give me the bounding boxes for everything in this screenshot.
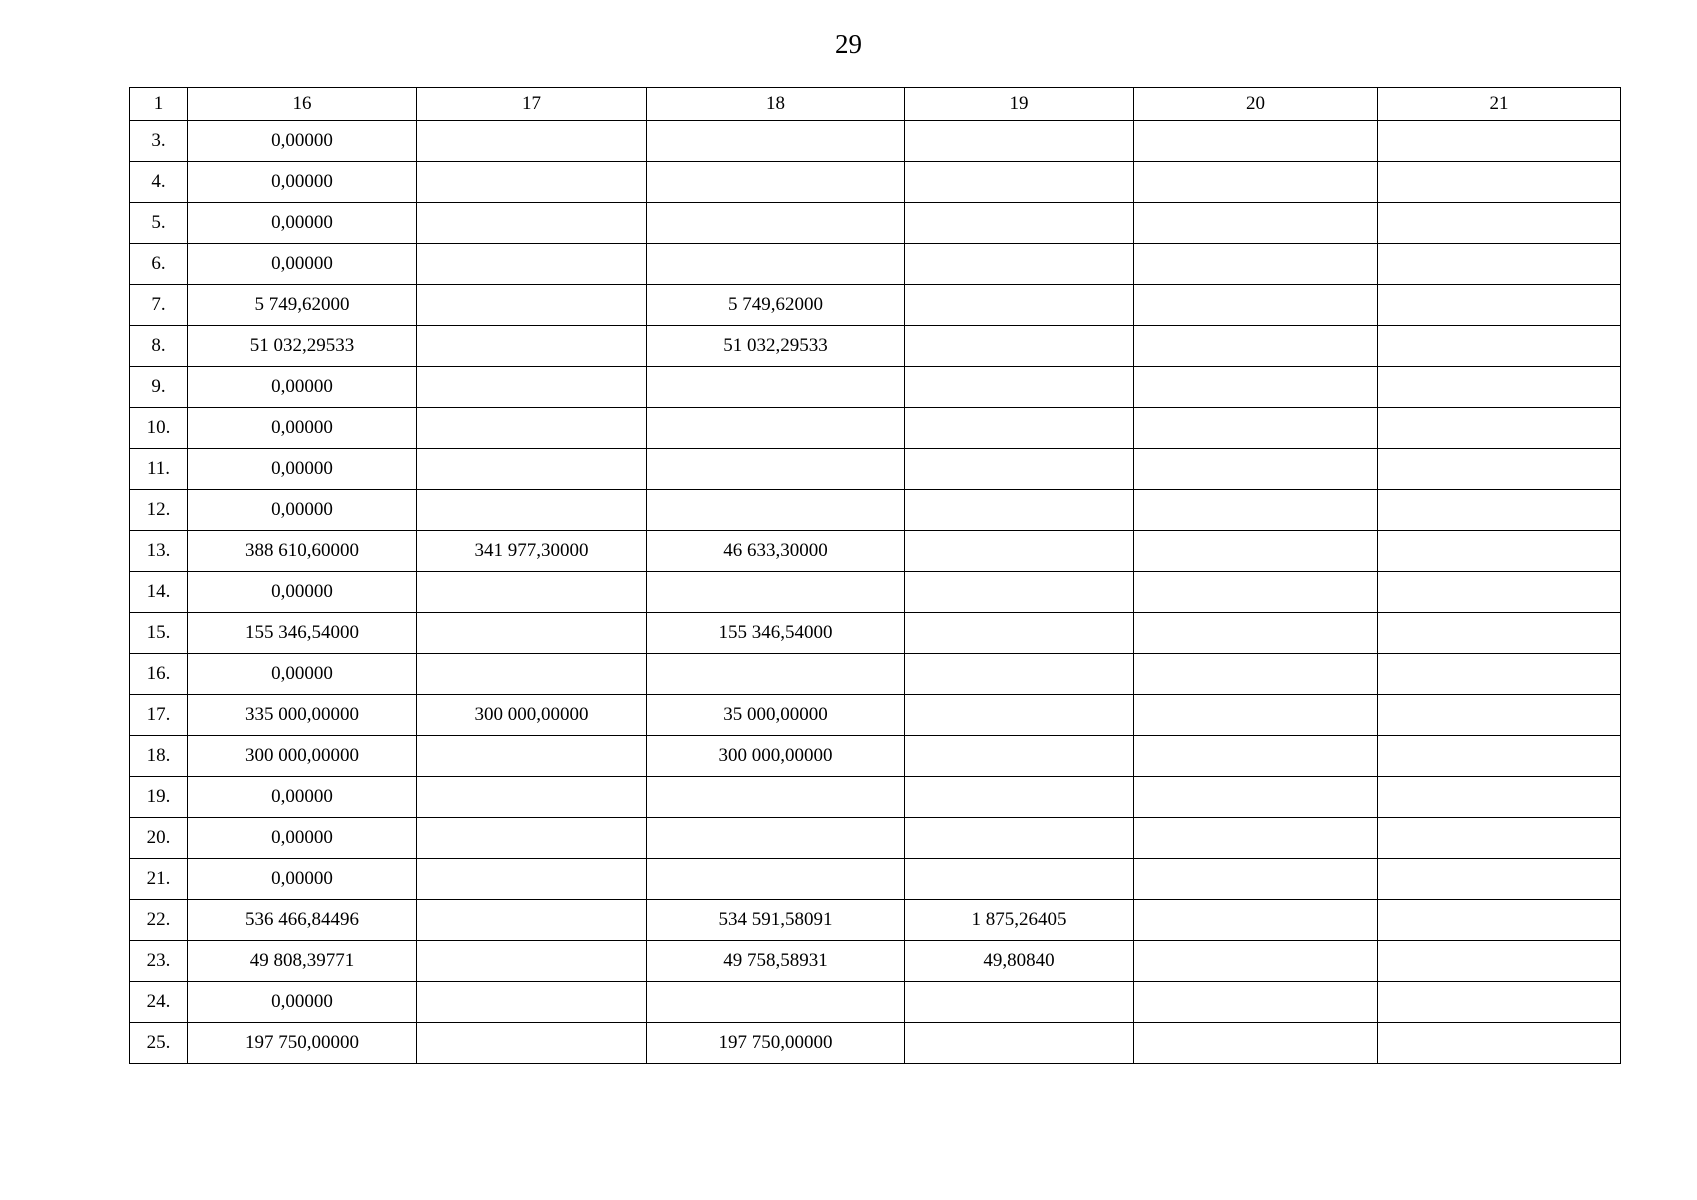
table-cell: 536 466,84496: [188, 900, 417, 941]
table-cell: [1378, 162, 1621, 203]
table-cell: 0,00000: [188, 244, 417, 285]
table-cell: [905, 695, 1134, 736]
table-cell: [417, 285, 647, 326]
table-cell: 49 808,39771: [188, 941, 417, 982]
table-cell: [1378, 326, 1621, 367]
table-cell: [905, 1023, 1134, 1064]
row-number-cell: 22.: [130, 900, 188, 941]
table-cell: [417, 326, 647, 367]
table-cell: [1134, 572, 1378, 613]
table-cell: [647, 203, 905, 244]
table-cell: [1134, 900, 1378, 941]
table-cell: [417, 490, 647, 531]
row-number-cell: 18.: [130, 736, 188, 777]
table-cell: [1378, 941, 1621, 982]
table-cell: 300 000,00000: [647, 736, 905, 777]
table-cell: 0,00000: [188, 203, 417, 244]
table-cell: [1378, 572, 1621, 613]
row-number-cell: 16.: [130, 654, 188, 695]
table-cell: 341 977,30000: [417, 531, 647, 572]
table-cell: [417, 244, 647, 285]
table-cell: [1134, 531, 1378, 572]
table-cell: [417, 900, 647, 941]
table-cell: [905, 777, 1134, 818]
table-cell: [1378, 695, 1621, 736]
table-cell: 1 875,26405: [905, 900, 1134, 941]
table-cell: [417, 203, 647, 244]
column-header: 17: [417, 88, 647, 121]
table-cell: [417, 818, 647, 859]
table-cell: [1134, 408, 1378, 449]
table-row: [130, 859, 1621, 900]
table-cell: 0,00000: [188, 408, 417, 449]
table-cell: 49,80840: [905, 941, 1134, 982]
table-cell: 0,00000: [188, 818, 417, 859]
row-number-cell: 19.: [130, 777, 188, 818]
table-cell: [1134, 818, 1378, 859]
column-header: 20: [1134, 88, 1378, 121]
table-cell: [1378, 531, 1621, 572]
table-cell: [1134, 285, 1378, 326]
table-cell: [1378, 982, 1621, 1023]
table-cell: [905, 449, 1134, 490]
table-cell: [1378, 654, 1621, 695]
row-number-cell: 17.: [130, 695, 188, 736]
table-row: [130, 490, 1621, 531]
table-row: [130, 654, 1621, 695]
row-number-cell: 6.: [130, 244, 188, 285]
table-cell: [1134, 490, 1378, 531]
row-number-cell: 4.: [130, 162, 188, 203]
table-cell: [1134, 613, 1378, 654]
table-cell: 51 032,29533: [188, 326, 417, 367]
table-cell: [647, 244, 905, 285]
table-cell: [1378, 818, 1621, 859]
table-cell: [905, 613, 1134, 654]
table-cell: [647, 777, 905, 818]
row-number-cell: 8.: [130, 326, 188, 367]
table-cell: [417, 941, 647, 982]
table-row: [130, 203, 1621, 244]
table-cell: [417, 1023, 647, 1064]
table-cell: [1134, 244, 1378, 285]
table-cell: [417, 408, 647, 449]
table-row: [130, 244, 1621, 285]
table-cell: [647, 490, 905, 531]
row-number-cell: 23.: [130, 941, 188, 982]
table-cell: [417, 449, 647, 490]
table-row: [130, 777, 1621, 818]
table-cell: [1378, 203, 1621, 244]
table-cell: [1134, 449, 1378, 490]
table-cell: [1378, 613, 1621, 654]
table-cell: [1378, 736, 1621, 777]
table-cell: 197 750,00000: [647, 1023, 905, 1064]
row-number-cell: 14.: [130, 572, 188, 613]
table-row: [130, 162, 1621, 203]
table-row: [130, 285, 1621, 326]
table-row: [130, 613, 1621, 654]
table-cell: 0,00000: [188, 654, 417, 695]
table-cell: 0,00000: [188, 490, 417, 531]
table-cell: [1134, 654, 1378, 695]
table-cell: [417, 859, 647, 900]
row-number-cell: 10.: [130, 408, 188, 449]
table-cell: [1134, 941, 1378, 982]
table-cell: 335 000,00000: [188, 695, 417, 736]
column-header: 19: [905, 88, 1134, 121]
table-row: [130, 572, 1621, 613]
table-cell: [1378, 244, 1621, 285]
row-number-cell: 20.: [130, 818, 188, 859]
row-number-cell: 5.: [130, 203, 188, 244]
table-cell: [1134, 777, 1378, 818]
table-cell: [647, 367, 905, 408]
table-cell: [905, 162, 1134, 203]
table-cell: [1134, 695, 1378, 736]
table-row: [130, 531, 1621, 572]
table-cell: 49 758,58931: [647, 941, 905, 982]
table-cell: [1134, 982, 1378, 1023]
table-cell: [647, 982, 905, 1023]
table-cell: 300 000,00000: [417, 695, 647, 736]
page-number: 29: [835, 29, 862, 59]
table-cell: [1378, 777, 1621, 818]
table-cell: [905, 572, 1134, 613]
data-table: [129, 87, 1621, 1064]
table-cell: [905, 408, 1134, 449]
table-cell: 0,00000: [188, 162, 417, 203]
column-header: 21: [1378, 88, 1621, 121]
table-cell: [647, 162, 905, 203]
table-cell: [905, 654, 1134, 695]
table-cell: [905, 326, 1134, 367]
table-row: [130, 982, 1621, 1023]
table-cell: [905, 244, 1134, 285]
table-cell: 5 749,62000: [188, 285, 417, 326]
table-cell: [905, 531, 1134, 572]
table-cell: [417, 367, 647, 408]
row-number-cell: 13.: [130, 531, 188, 572]
table-cell: [1134, 162, 1378, 203]
table-cell: [1378, 490, 1621, 531]
table-cell: [647, 654, 905, 695]
table-cell: 0,00000: [188, 121, 417, 162]
table-row: [130, 1023, 1621, 1064]
table-cell: 46 633,30000: [647, 531, 905, 572]
table-cell: [1134, 736, 1378, 777]
table-cell: [647, 859, 905, 900]
row-number-cell: 21.: [130, 859, 188, 900]
table-cell: [1378, 900, 1621, 941]
table-cell: [417, 162, 647, 203]
table-cell: [1134, 859, 1378, 900]
table-cell: 0,00000: [188, 982, 417, 1023]
table-cell: [1134, 367, 1378, 408]
table-cell: [647, 449, 905, 490]
table-cell: [1134, 203, 1378, 244]
table-cell: 5 749,62000: [647, 285, 905, 326]
row-number-cell: 15.: [130, 613, 188, 654]
table-row: [130, 695, 1621, 736]
table-cell: [417, 121, 647, 162]
table-cell: [417, 613, 647, 654]
table-cell: [1134, 1023, 1378, 1064]
table-cell: [905, 490, 1134, 531]
table-row: [130, 367, 1621, 408]
table-cell: [647, 818, 905, 859]
column-header: 16: [188, 88, 417, 121]
table-cell: [647, 121, 905, 162]
table-row: [130, 941, 1621, 982]
table-cell: [1378, 121, 1621, 162]
table-cell: 155 346,54000: [647, 613, 905, 654]
table-cell: 534 591,58091: [647, 900, 905, 941]
table-row: [130, 818, 1621, 859]
table-cell: [905, 203, 1134, 244]
table-cell: [1378, 408, 1621, 449]
column-header: 1: [130, 88, 188, 121]
table-header-row: [130, 88, 1621, 121]
row-number-cell: 12.: [130, 490, 188, 531]
table-row: [130, 900, 1621, 941]
table-cell: 0,00000: [188, 367, 417, 408]
table-cell: [1378, 1023, 1621, 1064]
table-cell: [905, 367, 1134, 408]
table-cell: [1134, 121, 1378, 162]
table-cell: 0,00000: [188, 777, 417, 818]
table-row: [130, 121, 1621, 162]
table-row: [130, 449, 1621, 490]
row-number-cell: 9.: [130, 367, 188, 408]
table-cell: [1134, 326, 1378, 367]
table-cell: [905, 285, 1134, 326]
row-number-cell: 11.: [130, 449, 188, 490]
table-cell: [905, 859, 1134, 900]
table-cell: 388 610,60000: [188, 531, 417, 572]
table-row: [130, 408, 1621, 449]
row-number-cell: 24.: [130, 982, 188, 1023]
table-cell: [647, 572, 905, 613]
table-cell: 197 750,00000: [188, 1023, 417, 1064]
table-cell: 0,00000: [188, 859, 417, 900]
table-cell: [417, 982, 647, 1023]
table-cell: 51 032,29533: [647, 326, 905, 367]
table-cell: [1378, 449, 1621, 490]
table-row: [130, 326, 1621, 367]
table-cell: [905, 818, 1134, 859]
row-number-cell: 25.: [130, 1023, 188, 1064]
column-header: 18: [647, 88, 905, 121]
table-cell: [905, 736, 1134, 777]
row-number-cell: 3.: [130, 121, 188, 162]
table-cell: 155 346,54000: [188, 613, 417, 654]
table-cell: 0,00000: [188, 449, 417, 490]
table-cell: [905, 121, 1134, 162]
table-cell: [417, 777, 647, 818]
table-cell: [417, 736, 647, 777]
table-cell: [417, 654, 647, 695]
table-cell: [647, 408, 905, 449]
table-cell: 0,00000: [188, 572, 417, 613]
table-cell: 300 000,00000: [188, 736, 417, 777]
table-cell: [1378, 859, 1621, 900]
table-cell: [1378, 285, 1621, 326]
table-cell: [905, 982, 1134, 1023]
table-cell: [1378, 367, 1621, 408]
row-number-cell: 7.: [130, 285, 188, 326]
table-row: [130, 736, 1621, 777]
table-cell: 35 000,00000: [647, 695, 905, 736]
table-cell: [417, 572, 647, 613]
